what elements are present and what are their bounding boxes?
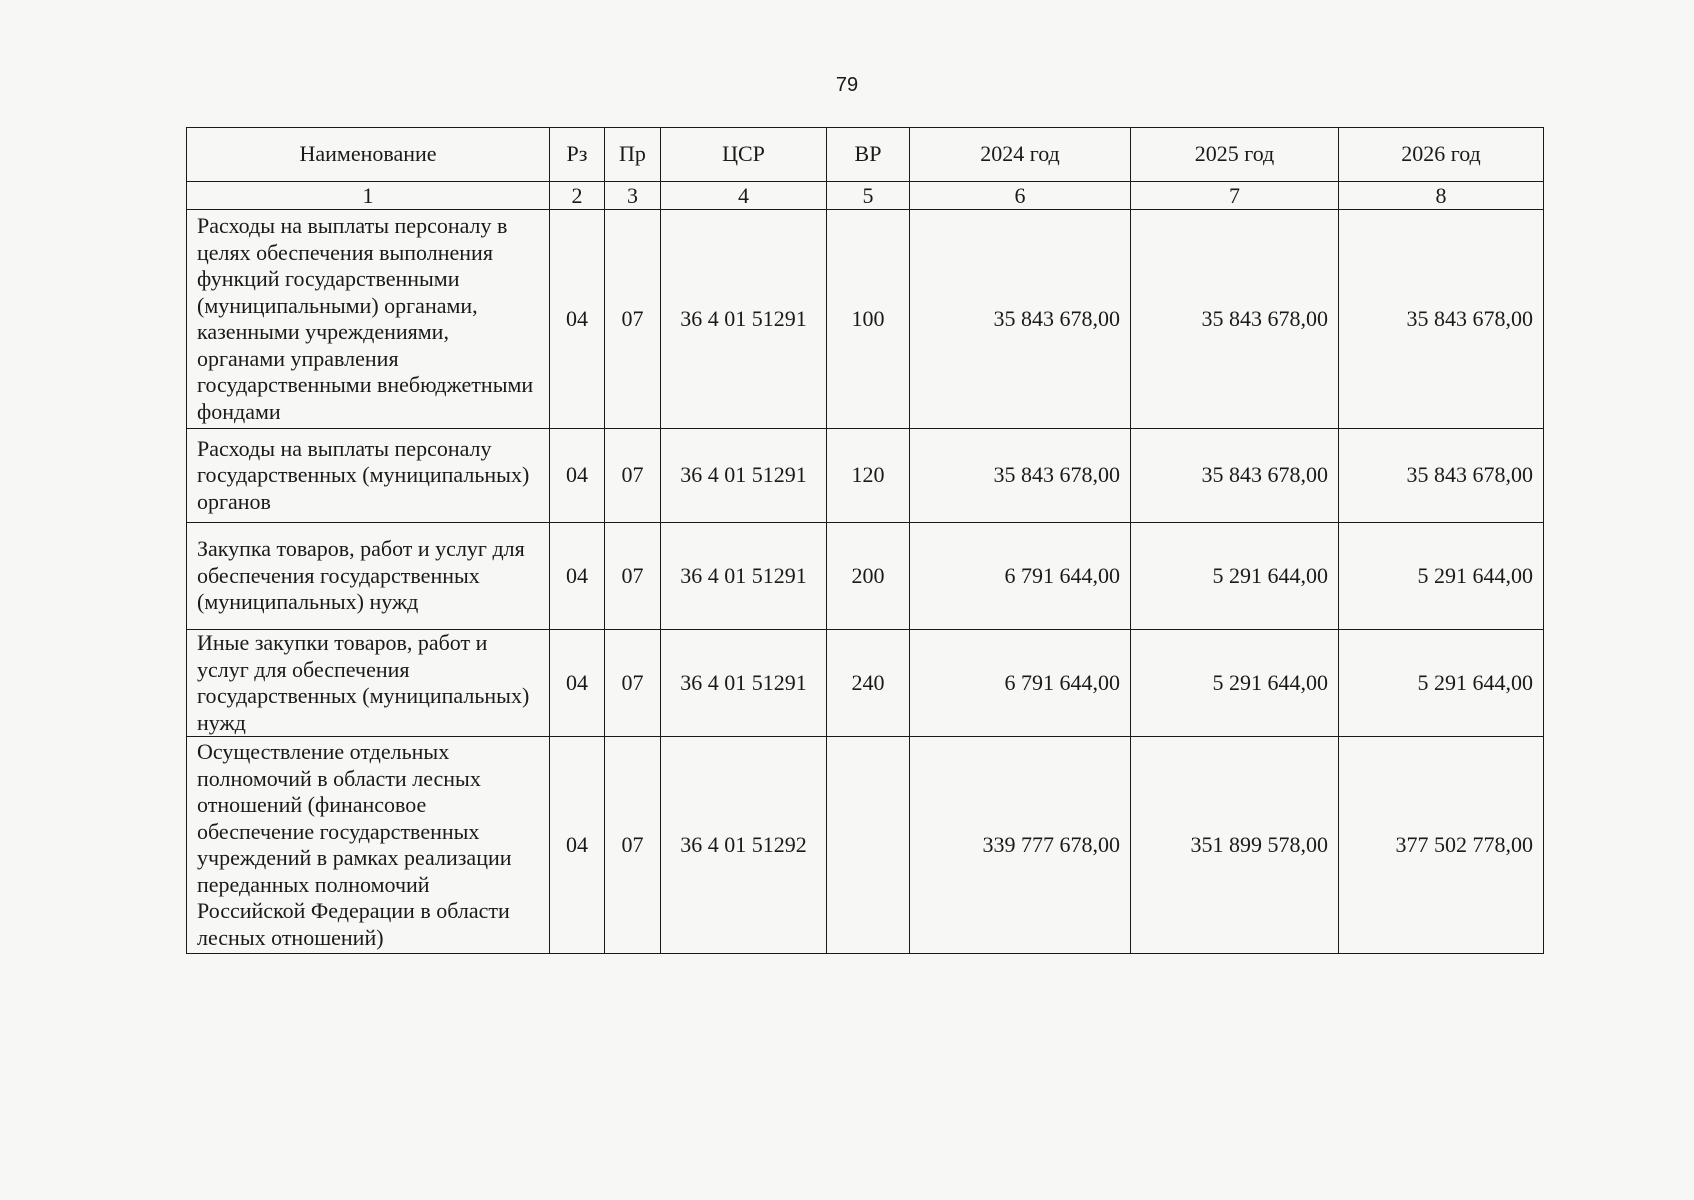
column-number: 5 (827, 182, 910, 210)
table-row (187, 523, 1544, 630)
row-amount-2024: 35 843 678,00 (910, 210, 1131, 429)
row-amount-2025: 5 291 644,00 (1131, 630, 1339, 737)
column-number: 3 (605, 182, 661, 210)
row-pr: 07 (605, 523, 661, 630)
row-rz: 04 (550, 737, 605, 954)
row-csr: 36 4 01 51291 (661, 429, 827, 523)
column-number: 4 (661, 182, 827, 210)
table-row (187, 210, 1544, 429)
row-vr (827, 737, 910, 954)
row-amount-2025: 35 843 678,00 (1131, 210, 1339, 429)
header-row (187, 128, 1544, 182)
page-number: 79 (835, 74, 859, 96)
row-pr: 07 (605, 429, 661, 523)
column-number-row (187, 182, 1544, 210)
row-name: Закупка товаров, работ и услуг для обеспечения государственных (муниципальных) нужд (187, 523, 550, 630)
row-amount-2026: 35 843 678,00 (1339, 429, 1544, 523)
row-rz: 04 (550, 630, 605, 737)
row-name: Расходы на выплаты персоналу в целях обеспечения выполнения функций государственными (муниципальными) органами, казенными учреждениями, органами управления государственными внебюджетными фондами (187, 210, 550, 429)
header-2024: 2024 год (910, 128, 1131, 182)
row-name: Расходы на выплаты персоналу государственных (муниципальных) органов (187, 429, 550, 523)
row-name: Иные закупки товаров, работ и услуг для обеспечения государственных (муниципальных) нужд (187, 630, 550, 737)
header-name: Наименование (187, 128, 550, 182)
row-amount-2026: 5 291 644,00 (1339, 630, 1544, 737)
row-amount-2024: 6 791 644,00 (910, 630, 1131, 737)
row-amount-2024: 339 777 678,00 (910, 737, 1131, 954)
table-row (187, 630, 1544, 737)
row-rz: 04 (550, 210, 605, 429)
row-vr: 240 (827, 630, 910, 737)
column-number: 8 (1339, 182, 1544, 210)
table-row (187, 737, 1544, 954)
header-csr: ЦСР (661, 128, 827, 182)
row-pr: 07 (605, 737, 661, 954)
header-rz: Рз (550, 128, 605, 182)
header-vr: ВР (827, 128, 910, 182)
row-vr: 120 (827, 429, 910, 523)
header-2026: 2026 год (1339, 128, 1544, 182)
row-amount-2025: 35 843 678,00 (1131, 429, 1339, 523)
table-row (187, 429, 1544, 523)
budget-table (186, 127, 1544, 954)
column-number: 1 (187, 182, 550, 210)
header-2025: 2025 год (1131, 128, 1339, 182)
row-amount-2026: 35 843 678,00 (1339, 210, 1544, 429)
row-vr: 100 (827, 210, 910, 429)
row-amount-2024: 35 843 678,00 (910, 429, 1131, 523)
row-name: Осуществление отдельных полномочий в области лесных отношений (финансовое обеспечение государственных учреждений в рамках реализации переданных полномочий Российской Федерации в области лесных отношений) (187, 737, 550, 954)
row-amount-2025: 351 899 578,00 (1131, 737, 1339, 954)
column-number: 6 (910, 182, 1131, 210)
header-pr: Пр (605, 128, 661, 182)
row-amount-2025: 5 291 644,00 (1131, 523, 1339, 630)
row-vr: 200 (827, 523, 910, 630)
column-number: 2 (550, 182, 605, 210)
row-rz: 04 (550, 523, 605, 630)
row-csr: 36 4 01 51291 (661, 523, 827, 630)
row-pr: 07 (605, 210, 661, 429)
row-csr: 36 4 01 51291 (661, 630, 827, 737)
row-amount-2024: 6 791 644,00 (910, 523, 1131, 630)
row-csr: 36 4 01 51292 (661, 737, 827, 954)
row-rz: 04 (550, 429, 605, 523)
row-csr: 36 4 01 51291 (661, 210, 827, 429)
column-number: 7 (1131, 182, 1339, 210)
row-pr: 07 (605, 630, 661, 737)
row-amount-2026: 5 291 644,00 (1339, 523, 1544, 630)
row-amount-2026: 377 502 778,00 (1339, 737, 1544, 954)
